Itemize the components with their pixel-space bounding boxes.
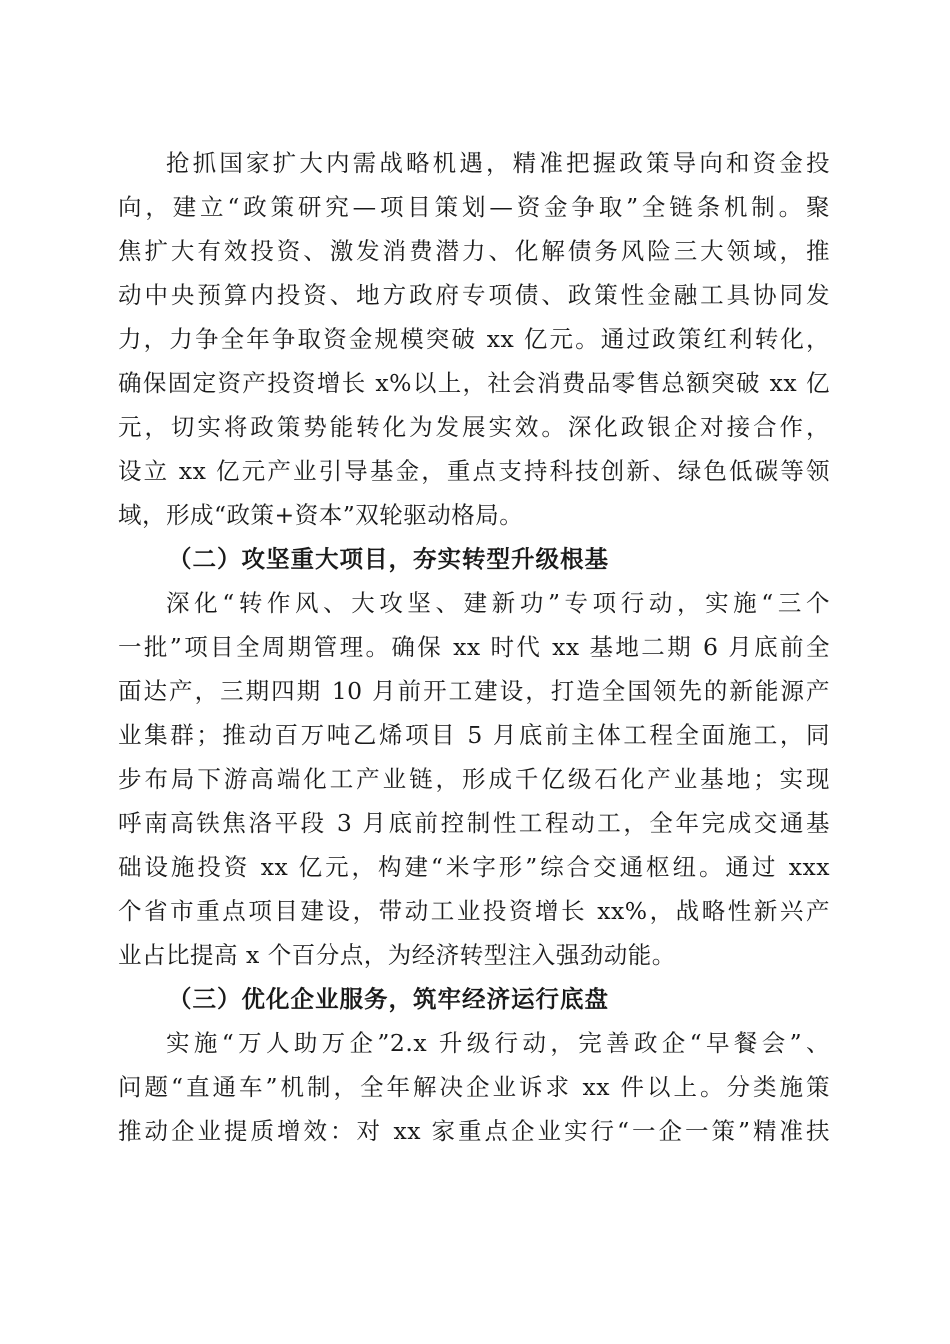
text-line: 抢抓国家扩大内需战略机遇，精准把握政策导向和资金投 (166, 149, 830, 177)
text-line: 深化“转作风、大攻坚、建新功”专项行动，实施“三个 (166, 589, 830, 617)
text-line: 向，建立“政策研究—项目策划—资金争取”全链条机制。聚 (118, 193, 830, 221)
text-line: 面达产，三期四期 10 月前开工建设，打造全国领先的新能源产 (118, 677, 830, 705)
text-line: 域，形成“政策+资本”双轮驱动格局。 (118, 501, 524, 529)
text-line: 个省市重点项目建设，带动工业投资增长 xx%，战略性新兴产 (118, 897, 830, 925)
paragraph-policy-funding (118, 141, 830, 537)
text-line: 设立 xx 亿元产业引导基金，重点支持科技创新、绿色低碳等领 (118, 457, 830, 485)
text-line: 一批”项目全周期管理。确保 xx 时代 xx 基地二期 6 月底前全 (118, 633, 830, 661)
text-line: 元，切实将政策势能转化为发展实效。深化政银企对接合作， (118, 413, 830, 441)
section-heading-major-projects: （二）攻坚重大项目，夯实转型升级根基 (168, 545, 609, 573)
text-line: 业集群；推动百万吨乙烯项目 5 月底前主体工程全面施工，同 (118, 721, 830, 749)
section-heading-enterprise-service: （三）优化企业服务，筑牢经济运行底盘 (168, 985, 609, 1013)
text-line: 动中央预算内投资、地方政府专项债、政策性金融工具协同发 (118, 281, 830, 309)
text-line: 确保固定资产投资增长 x%以上，社会消费品零售总额突破 xx 亿 (118, 369, 830, 397)
text-line: 问题“直通车”机制，全年解决企业诉求 xx 件以上。分类施策 (118, 1073, 830, 1101)
text-line: 焦扩大有效投资、激发消费潜力、化解债务风险三大领域，推 (118, 237, 830, 265)
text-line: 步布局下游高端化工产业链，形成千亿级石化产业基地；实现 (118, 765, 830, 793)
text-line: 推动企业提质增效：对 xx 家重点企业实行“一企一策”精准扶 (118, 1117, 830, 1145)
text-line: 实施“万人助万企”2.x 升级行动，完善政企“早餐会”、 (166, 1029, 830, 1057)
text-line: 业占比提高 x 个百分点，为经济转型注入强劲动能。 (118, 941, 676, 969)
text-line: 呼南高铁焦洛平段 3 月底前控制性工程动工，全年完成交通基 (118, 809, 830, 837)
paragraph-enterprise-service (118, 1021, 830, 1153)
document-body (118, 141, 830, 1153)
paragraph-major-projects (118, 581, 830, 977)
text-line: 础设施投资 xx 亿元，构建“米字形”综合交通枢纽。通过 xxx (118, 853, 830, 881)
text-line: 力，力争全年争取资金规模突破 xx 亿元。通过政策红利转化， (118, 325, 830, 353)
